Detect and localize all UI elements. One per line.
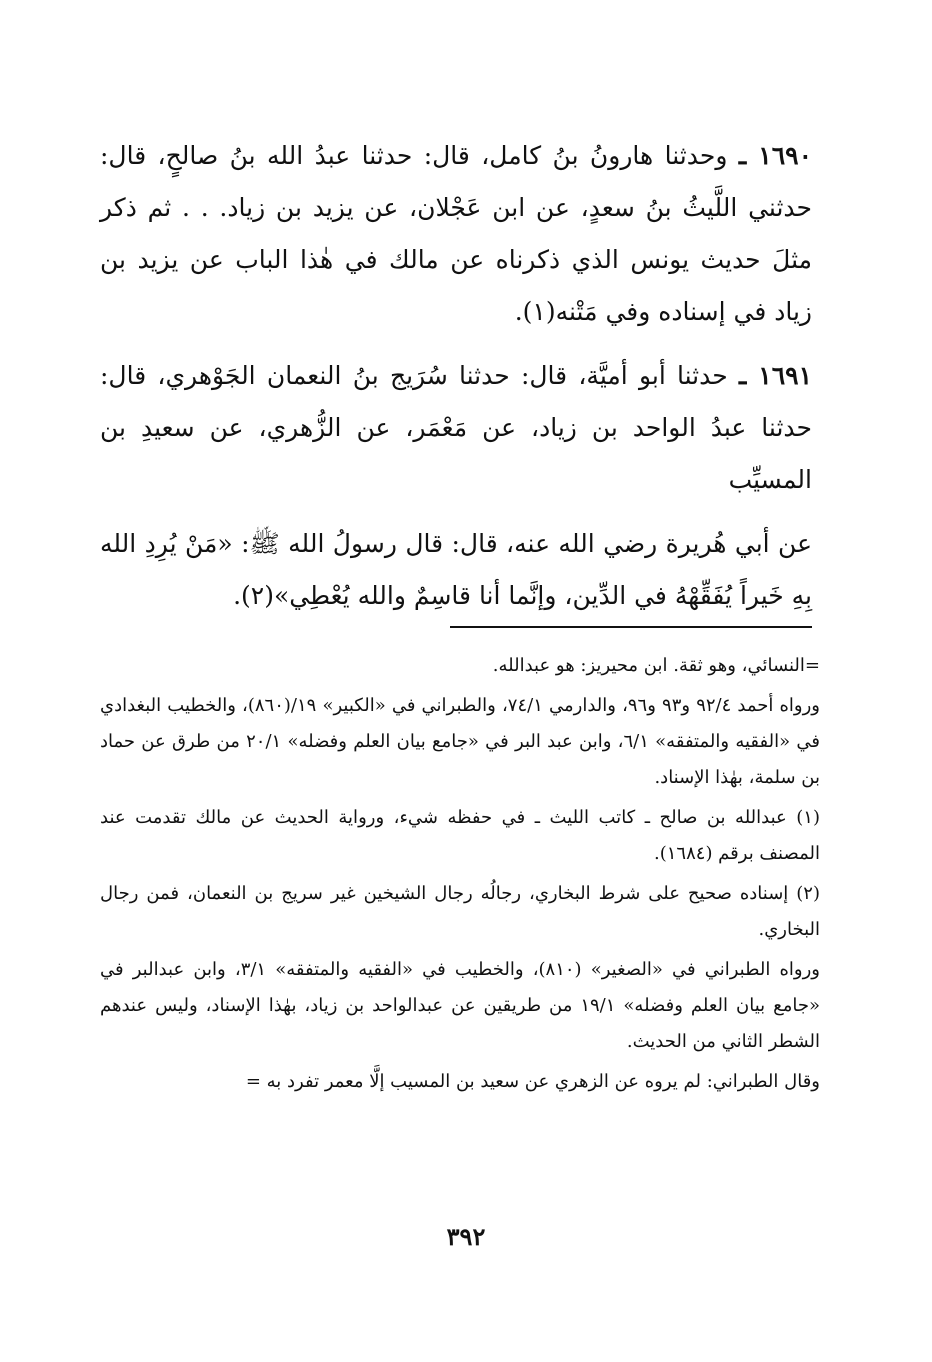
hadith-1691-matn	[100, 518, 812, 622]
footnote-continuation: =النسائي، وهو ثقة. ابن محيريز: هو عبدالله.	[492, 655, 820, 676]
footnote-paragraph: ورواه أحمد ٩٢/٤ و٩٣ و٩٦، والدارمي ٧٤/١، والطبراني في «الكبير» ١٩/(٨٦٠)، والخطيب البغدادي في «الفقيه والمتفقه» ٦/١، وابن عبد البر في «جامع بيان العلم وفضله» ٢٠/١ من طرق عن حماد بن سلمة، بهٰذا الإسناد.	[100, 695, 821, 788]
footnote-1: (١) عبدالله بن صالح ـ كاتب الليث ـ في حفظه شيء، ورواية الحديث عن مالك تقدمت عند المصنف برقم (١٦٨٤).	[100, 807, 820, 864]
hadith-1690	[100, 130, 812, 338]
hadith-number: ١٦٩٠ ـ	[738, 141, 813, 170]
footnote-paragraph: ورواه الطبراني في «الصغير» (٨١٠)، والخطيب في «الفقيه والمتفقه» ٣/١، وابن عبدالبر في «جامع بيان العلم وفضله» ١٩/١ من طريقين عن عبدالواحد بن زياد، بهٰذا الإسناد، وليس عندهم الشطر الثاني من الحديث.	[100, 959, 820, 1052]
hadith-1691	[100, 350, 812, 506]
footnote-paragraph: وقال الطبراني: لم يروه عن الزهري عن سعيد بن المسيب إلَّا معمر تفرد به =	[245, 1071, 820, 1092]
hadith-number: ١٦٩١ ـ	[738, 361, 813, 390]
footnotes	[100, 648, 820, 1104]
hadith-text: وحدثنا هارونُ بنُ كامل، قال: حدثنا عبدُ الله بنُ صالحٍ، قال: حدثني اللَّيثُ بنُ سعدٍ، عن ابن عَجْلان، عن يزيد بن زياد. . . ثم ذكر مثلَ حديث يونس الذي ذكرناه عن مالك في هٰذا الباب عن يزيد بن زياد في إسناده وفي مَتْنه(١).	[100, 141, 812, 326]
page-number: ٣٩٢	[446, 1222, 486, 1251]
main-text	[100, 130, 812, 634]
hadith-text: حدثنا أبو أميَّة، قال: حدثنا سُرَيج بنُ النعمان الجَوْهري، قال: حدثنا عبدُ الواحد بن زياد، عن مَعْمَر، عن الزُّهري، عن سعيدِ بن المسيِّب	[100, 361, 812, 494]
footnote-divider	[450, 626, 812, 628]
footnote-2: (٢) إسناده صحيح على شرط البخاري، رجالُه رجال الشيخين غير سريج بن النعمان، فمن رجال البخاري.	[100, 883, 820, 940]
hadith-text: عن أبي هُريرة رضي الله عنه، قال: قال رسولُ الله ﷺ: «مَنْ يُرِدِ الله بِهِ خَيراً يُفَقِّهْهُ في الدِّين، وإنَّما أنا قاسِمٌ والله يُعْطِي»(٢).	[100, 529, 812, 610]
